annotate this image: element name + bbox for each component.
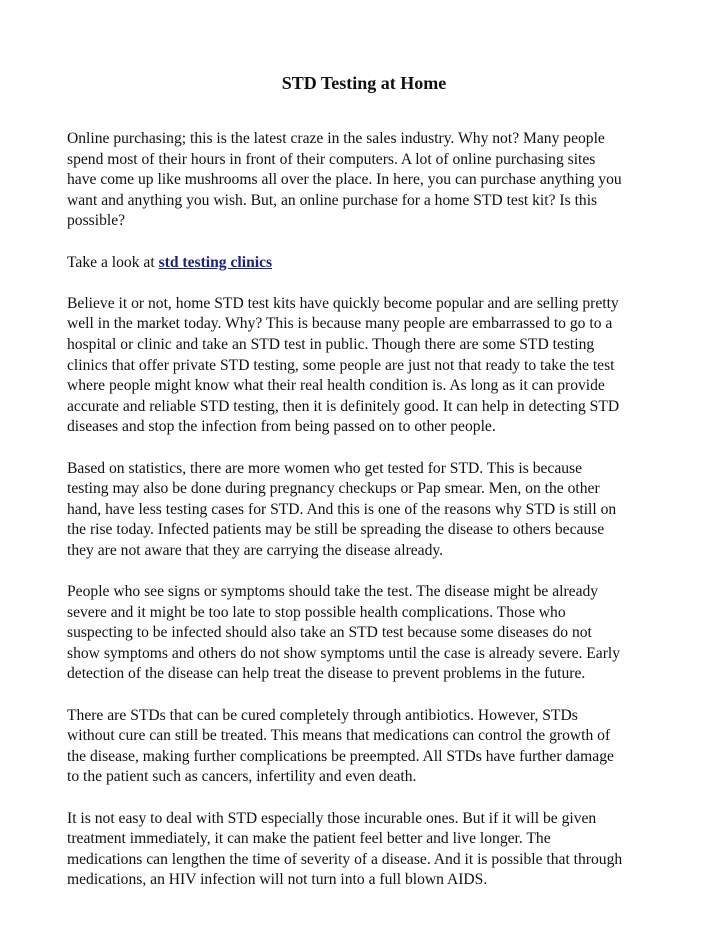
text-line: the rise today. Infected patients may be still be spreading the disease to others because <box>67 521 605 539</box>
std-testing-clinics-link[interactable]: std testing clinics <box>158 253 273 271</box>
text-line: show symptoms and others do not show symptoms until the case is already severe. Early <box>67 644 621 662</box>
text-line: accurate and reliable STD testing, then it is definitely good. It can help in detecting STD <box>67 397 620 415</box>
text-line: medications, an HIV infection will not turn into a full blown AIDS. <box>67 871 488 889</box>
paragraph-treatment <box>67 706 667 788</box>
text-line: severe and it might be too late to stop possible health complications. Those who <box>67 603 566 621</box>
text-line: Based on statistics, there are more women who get tested for STD. This is because <box>67 459 583 477</box>
text-line: hospital or clinic and take an STD test in public. Though there are some STD testing <box>67 335 595 353</box>
text-line: There are STDs that can be cured completely through antibiotics. However, STDs <box>67 706 578 724</box>
text-line: want and anything you wish. But, an online purchase for a home STD test kit? Is this <box>67 191 598 209</box>
paragraph-statistics <box>67 459 667 562</box>
text-line: to the patient such as cancers, infertility and even death. <box>67 768 417 786</box>
text-line <box>67 253 667 274</box>
text-line: Online purchasing; this is the latest craze in the sales industry. Why not? Many people <box>67 130 605 147</box>
link-prefix: Take a look at <box>67 253 159 271</box>
paragraph-popularity <box>67 294 667 438</box>
text-line: suspecting to be infected should also take an STD test because some diseases do not <box>67 624 592 642</box>
text-line: Believe it or not, home STD test kits have quickly become popular and are selling pretty <box>67 294 619 312</box>
text-line: they are not aware that they are carrying the disease already. <box>67 541 444 559</box>
text-line: well in the market today. Why? This is because many people are embarrassed to go to a <box>67 315 613 333</box>
text-line: detection of the disease can help treat the disease to prevent problems in the future. <box>67 665 586 683</box>
paragraph-conclusion <box>67 809 667 891</box>
paragraph-symptoms <box>67 582 667 685</box>
paragraph-intro <box>67 129 667 232</box>
text-line: It is not easy to deal with STD especially those incurable ones. But if it will be given <box>67 809 597 827</box>
page-title: STD Testing at Home <box>281 73 447 93</box>
text-line: possible? <box>67 212 126 230</box>
text-line: spend most of their hours in front of their computers. A lot of online purchasing sites <box>67 150 596 168</box>
text-line: without cure can still be treated. This means that medications can control the growth of <box>67 727 611 745</box>
text-line: medications can lengthen the time of severity of a disease. And it is possible that through <box>67 850 623 868</box>
text-line: testing may also be done during pregnancy checkups or Pap smear. Men, on the other <box>67 480 600 498</box>
text-line: have come up like mushrooms all over the place. In here, you can purchase anything you <box>67 171 622 189</box>
paragraph-link <box>67 253 667 274</box>
text-line: where people might know what their real health condition is. As long as it can provide <box>67 377 605 395</box>
text-line: diseases and stop the infection from being passed on to other people. <box>67 418 496 436</box>
document-body <box>67 129 667 912</box>
text-line: hand, have less testing cases for STD. And this is one of the reasons why STD is still on <box>67 500 617 518</box>
text-line: People who see signs or symptoms should take the test. The disease might be already <box>67 583 599 601</box>
text-line: clinics that offer private STD testing, some people are just not that ready to take the test <box>67 356 615 374</box>
text-line: treatment immediately, it can make the patient feel better and live longer. The <box>67 830 551 848</box>
text-line: the disease, making further complications be preempted. All STDs have further damage <box>67 747 614 765</box>
